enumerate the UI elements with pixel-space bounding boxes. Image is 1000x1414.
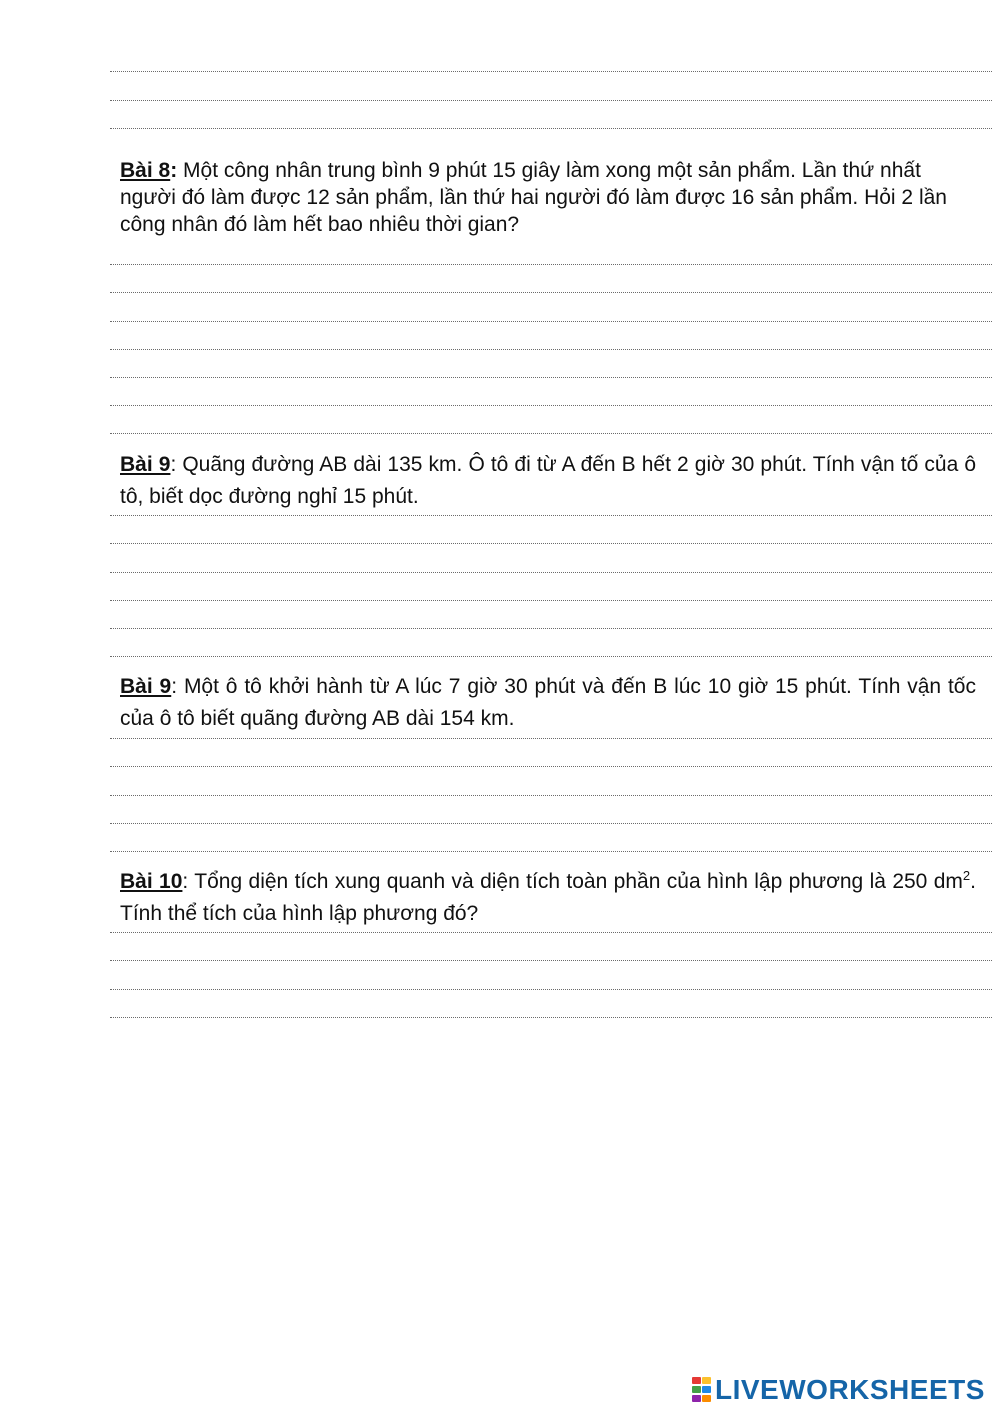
problem-text: Một công nhân trung bình 9 phút 15 giây làm xong một sản phẩm. Lần thứ nhất người đó làm được 12 sản phẩm, lần thứ hai người đó làm được 16 sản phẩm. Hỏi 2 lần công nhân đó làm hết bao nhiêu thời gian? [120, 159, 947, 236]
answer-line[interactable] [110, 600, 992, 601]
problem-label-colon: : [182, 870, 189, 893]
problem-label-colon: : [170, 453, 177, 476]
problem-text: Quãng đường AB dài 135 km. Ô tô đi từ A đến B hết 2 giờ 30 phút. Tính vận tố của ô tô, biết dọc đường nghỉ 15 phút. [120, 453, 976, 508]
problem-text: Tổng diện tích xung quanh và diện tích toàn phần của hình lập phương là 250 dm [188, 870, 963, 893]
answer-line[interactable] [110, 515, 992, 516]
problem-label: Bài 8 [120, 159, 171, 182]
liveworksheets-logo-icon [692, 1377, 712, 1403]
answer-line[interactable] [110, 656, 992, 657]
problem-8 [120, 157, 976, 238]
problem-text: Một ô tô khởi hành từ A lúc 7 giờ 30 phút và đến B lúc 10 giờ 15 phút. Tính vận tốc của ô tô biết quãng đường AB dài 154 km. [120, 675, 976, 730]
problem-label: Bài 10 [120, 870, 183, 893]
problem-label: Bài 9 [120, 675, 172, 698]
problem-label: Bài 9 [120, 453, 171, 476]
answer-line[interactable] [110, 543, 992, 544]
answer-line[interactable] [110, 851, 992, 852]
answer-line[interactable] [110, 572, 992, 573]
answer-line[interactable] [110, 795, 992, 796]
answer-line[interactable] [110, 989, 992, 990]
answer-line[interactable] [110, 766, 992, 767]
problem-9b [120, 671, 976, 735]
problem-9a [120, 449, 976, 513]
answer-line[interactable] [110, 433, 992, 434]
answer-line[interactable] [110, 1017, 992, 1018]
answer-line[interactable] [110, 292, 992, 293]
superscript-exponent: 2 [962, 868, 971, 883]
answer-line[interactable] [110, 128, 992, 129]
liveworksheets-logo [692, 1374, 985, 1406]
answer-line[interactable] [110, 321, 992, 322]
problem-label-colon: : [170, 159, 178, 182]
problem-label-colon: : [171, 675, 178, 698]
answer-line[interactable] [110, 377, 992, 378]
answer-line[interactable] [110, 349, 992, 350]
answer-line[interactable] [110, 264, 992, 265]
answer-line[interactable] [110, 932, 992, 933]
problem-text-end: . Tính thể tích của hình lập phương đó? [120, 870, 976, 925]
answer-line[interactable] [110, 100, 992, 101]
answer-line[interactable] [110, 960, 992, 961]
answer-line[interactable] [110, 738, 992, 739]
answer-line[interactable] [110, 628, 992, 629]
answer-line[interactable] [110, 823, 992, 824]
answer-line[interactable] [110, 71, 992, 72]
problem-10 [120, 866, 976, 930]
brand-name: LIVEWORKSHEETS [715, 1374, 985, 1405]
answer-line[interactable] [110, 405, 992, 406]
